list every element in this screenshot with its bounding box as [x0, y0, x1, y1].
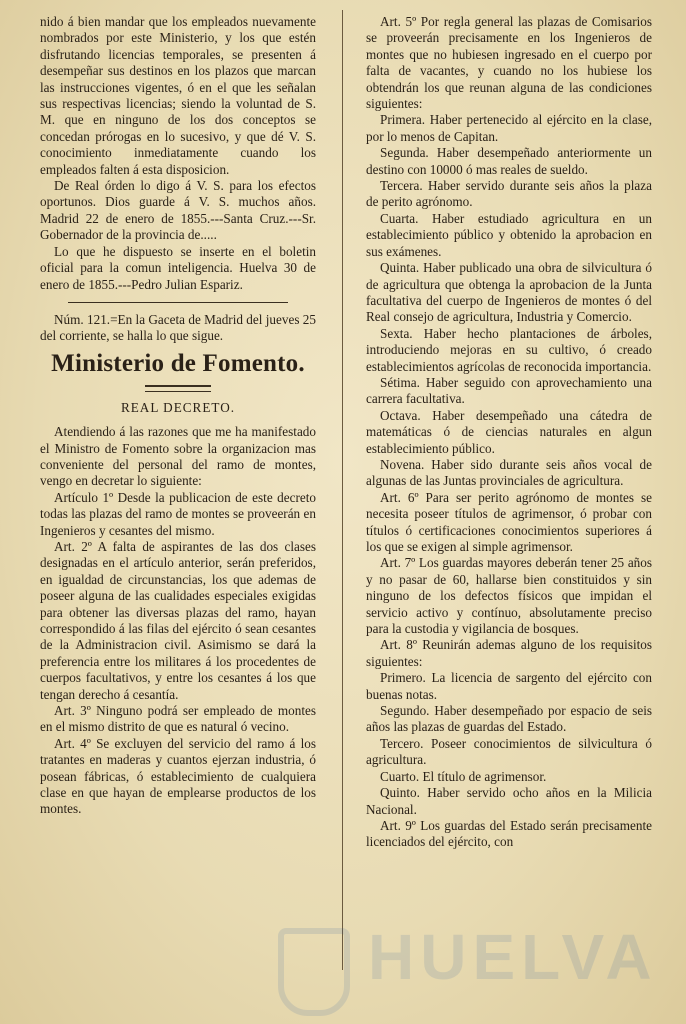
article-8: Art. 8º Reunirán ademas alguno de los requisitos siguientes: [366, 637, 652, 669]
condition-item: Tercera. Haber servido durante seis años la plaza de perito agrónomo. [366, 178, 652, 210]
condition-item: Novena. Haber sido durante seis años vocal de algunas de las Juntas provinciales de agricultura. [366, 456, 652, 489]
watermark-text: HUELVA [368, 921, 658, 993]
condition-item: Octava. Haber desempeñado una cátedra de matemáticas ó de ciencias naturales en algun establecimiento público. [366, 407, 652, 456]
shield-icon [278, 928, 350, 1016]
paragraph: Lo que he dispuesto se inserte en el boletin oficial para la comun inteligencia. Huelva 30 de enero de 1855.---Pedro Julian Espariz. [40, 243, 316, 292]
right-column [366, 14, 652, 851]
requirement-item: Segundo. Haber desempeñado por espacio de seis años las plazas de guardas del Estado. [366, 703, 652, 735]
column-rule [342, 10, 343, 970]
condition-item: Sexta. Haber hecho plantaciones de árboles, introduciendo mejoras en su cultivo, ó creado establecimientos agrícolas de reconocida importancia. [366, 325, 652, 374]
article-2: Art. 2º A falta de aspirantes de las dos clases designadas en el artículo anterior, serán preferidos, en igualdad de circunstancias, los que ademas de poseer alguna de las cualidades especiales exigidas para obtener las diversas plazas del ramo, hayan correspondido á las filas del ejército ó sean cesantes de la Administracion civil. Asimismo se dará la preferencia entre los militares á los procedentes de cuerpos facultativos, y entre los cesantes á los que tengan derecho á cesantía. [40, 538, 316, 702]
article-9: Art. 9º Los guardas del Estado serán precisamente licenciados del ejército, con [366, 817, 652, 850]
condition-item: Sétima. Haber seguido con aprovechamiento una carrera facultativa. [366, 374, 652, 407]
paragraph: De Real órden lo digo á V. S. para los efectos oportunos. Dios guarde á V. S. muchos años. Madrid 22 de enero de 1855.---Santa Cruz.---Sr. Gobernador de la provincia de..... [40, 178, 316, 243]
decree-heading: REAL DECRETO. [120, 399, 236, 415]
article-7: Art. 7º Los guardas mayores deberán tener 25 años y no pasar de 60, hallarse bien constituidos y sin ninguno de los defectos físicos que impidan el servicio activo y contínuo, absolutamente preciso para la custodia y vigilancia de bosques. [366, 555, 652, 637]
condition-item: Segunda. Haber desempeñado anteriormente un destino con 10000 ó mas reales de sueldo. [366, 145, 652, 177]
ministry-title: Ministerio de Fomento. [51, 349, 305, 377]
archive-watermark [278, 918, 686, 1018]
requirement-item: Tercero. Poseer conocimientos de silvicultura ó agricultura. [366, 735, 652, 768]
condition-item: Primera. Haber pertenecido al ejército en la clase, por lo menos de Capitan. [366, 112, 652, 144]
paragraph: Atendiendo á las razones que me ha manifestado el Ministro de Fomento sobre la organizacion mas conveniente del personal del ramo de montes, vengo en decretar lo siguiente: [40, 424, 316, 489]
divider [68, 302, 288, 303]
article-4: Art. 4º Se excluyen del servicio del ramo á los tratantes en maderas y cuantos ejerzan industria, ó posean fábricas, ó establecimiento de cualquiera clase en que hayan de emplearse productos de los montes. [40, 735, 316, 817]
notice-number: Núm. 121.=En la Gaceta de Madrid del jueves 25 del corriente, se halla lo que sigue. [40, 311, 316, 344]
paragraph: nido á bien mandar que los empleados nuevamente nombrados por este Ministerio, y los que estén disfrutando licencias temporales, se presenten á desempeñar sus destinos en los plazos que marcan las instrucciones vigentes, ó en el que les señalan sus respectivas licencias; siendo la voluntad de S. M. que en ninguno de los dos conceptos se concedan prórogas en lo sucesivo, y que dé V. S. conocimiento inmediatamente cuando los empleados falten á esta disposicion. [40, 14, 316, 177]
condition-item: Cuarta. Haber estudiado agricultura en un establecimiento público y obtenido la aprobacion en sus exámenes. [366, 210, 652, 259]
left-column [40, 14, 316, 818]
article-6: Art. 6º Para ser perito agrónomo de montes se necesita poseer títulos de agrimensor, ó probar con títulos ó certificaciones conocimientos superiores á los que se exigen al simple agrimensor. [366, 489, 652, 554]
article-3: Art. 3º Ninguno podrá ser empleado de montes en el mismo distrito de que es natural ó vecino. [40, 703, 316, 735]
article-5: Art. 5º Por regla general las plazas de Comisarios se proveerán precisamente en los Ingenieros de montes que no hubiesen ingresado en el cuerpo por falta de vacantes, y cuando no los hubiese los obtendrán los que reunan alguna de las condiciones siguientes: [366, 14, 652, 112]
requirement-item: Primero. La licencia de sargento del ejército con buenas notas. [366, 670, 652, 702]
ornament-rule [40, 385, 316, 392]
requirement-item: Cuarto. El título de agrimensor. [380, 768, 547, 784]
article-1: Artículo 1º Desde la publicacion de este decreto todas las plazas del ramo de montes se proveerán en Ingenieros y cesantes del mismo. [40, 489, 316, 538]
condition-item: Quinta. Haber publicado una obra de silvicultura ó de agricultura que obtenga la aprobacion de la Junta facultativa del cuerpo de Ingenieros de montes ó del Real consejo de agricultura, Industria y Comercio. [366, 260, 652, 325]
requirement-item: Quinto. Haber servido ocho años en la Milicia Nacional. [366, 785, 652, 817]
